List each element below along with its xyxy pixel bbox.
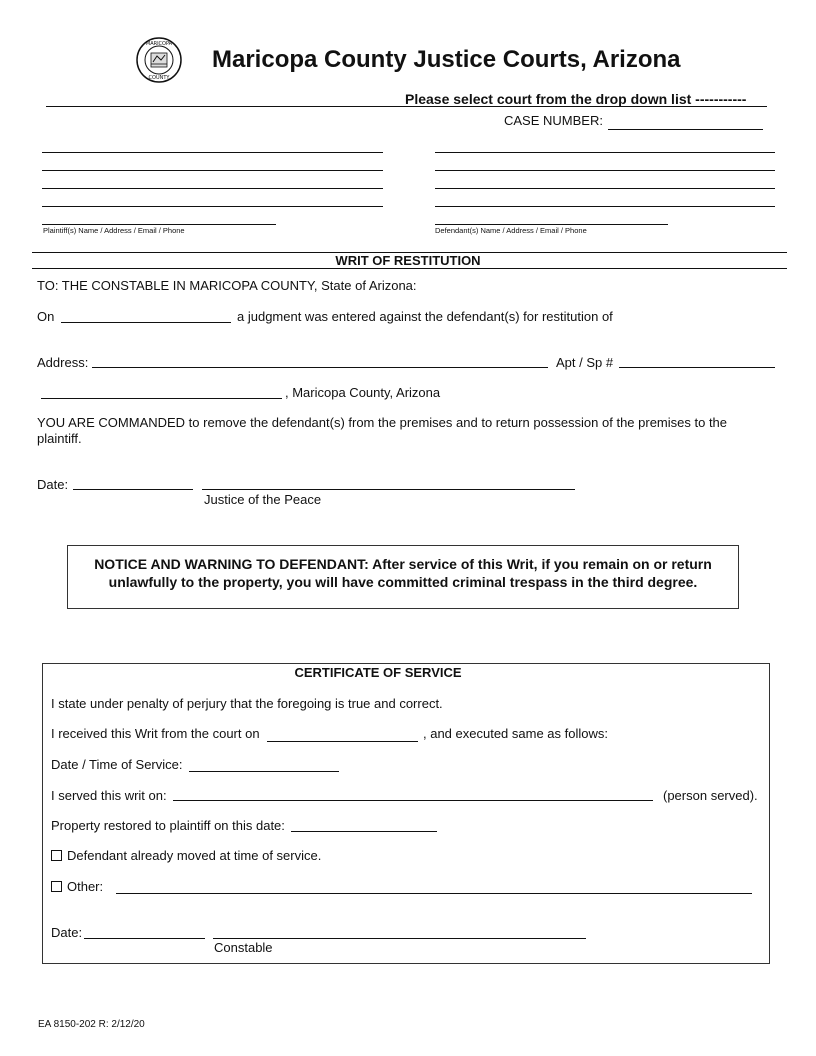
justice-signature-field[interactable] — [202, 475, 575, 490]
service-datetime-field[interactable] — [189, 757, 339, 772]
certificate-heading: CERTIFICATE OF SERVICE — [294, 665, 462, 680]
writ-date-field[interactable] — [73, 475, 193, 490]
plaintiff-line-1[interactable] — [42, 138, 383, 153]
other-option[interactable] — [51, 879, 103, 894]
cert-date-field[interactable] — [84, 924, 205, 939]
defendant-line-1[interactable] — [435, 138, 775, 153]
defendant-line-5[interactable] — [435, 210, 668, 225]
moved-label: Defendant already moved at time of service. — [67, 848, 322, 863]
apt-field[interactable] — [619, 353, 775, 368]
plaintiff-line-3[interactable] — [42, 174, 383, 189]
county-text: , Maricopa County, Arizona — [285, 385, 441, 400]
form-number: EA 8150-202 R: 2/12/20 — [38, 1019, 145, 1030]
writ-heading: WRIT OF RESTITUTION — [335, 253, 481, 268]
defendant-caption: Defendant(s) Name / Address / Email / Phone — [435, 226, 587, 235]
plaintiff-line-5[interactable] — [42, 210, 276, 225]
other-label: Other: — [67, 879, 104, 894]
served-label: I served this writ on: — [51, 788, 167, 803]
restored-date-field[interactable] — [291, 817, 437, 832]
writ-date-label: Date: — [37, 477, 69, 492]
cert-date-label: Date: — [51, 925, 83, 940]
svg-text:MARICOPA: MARICOPA — [145, 41, 173, 47]
received-label: I received this Writ from the court on — [51, 726, 260, 741]
person-served-label: (person served). — [663, 788, 758, 803]
apt-label: Apt / Sp # — [556, 355, 614, 370]
case-number-field[interactable] — [608, 115, 763, 130]
case-number-label: CASE NUMBER: — [504, 113, 603, 128]
other-field[interactable] — [116, 879, 752, 894]
page-title: Maricopa County Justice Courts, Arizona — [212, 46, 681, 73]
restored-label: Property restored to plaintiff on this date: — [51, 818, 285, 833]
judgment-date-field[interactable] — [61, 308, 231, 323]
notice-box — [67, 545, 739, 609]
court-select-dropdown[interactable]: Please select court from the drop down list ----------- — [405, 91, 747, 107]
plaintiff-line-4[interactable] — [42, 192, 383, 207]
notice-text: NOTICE AND WARNING TO DEFENDANT: After service of this Writ, if you remain on or return unlawfully to the property, you will have committed criminal trespass in the third degree. — [94, 556, 712, 590]
moved-checkbox[interactable] — [51, 850, 62, 861]
moved-option[interactable] — [51, 848, 321, 863]
datetime-label: Date / Time of Service: — [51, 757, 183, 772]
city-field[interactable] — [41, 384, 282, 399]
person-served-field[interactable] — [173, 786, 653, 801]
defendant-line-4[interactable] — [435, 192, 775, 207]
constable-signature-field[interactable] — [213, 924, 586, 939]
defendant-line-3[interactable] — [435, 174, 775, 189]
perjury-statement: I state under penalty of perjury that the foregoing is true and correct. — [51, 696, 443, 711]
to-constable-line: TO: THE CONSTABLE IN MARICOPA COUNTY, State of Arizona: — [37, 278, 417, 293]
header-rule — [46, 106, 767, 107]
plaintiff-line-2[interactable] — [42, 156, 383, 171]
address-field[interactable] — [92, 353, 548, 368]
received-date-field[interactable] — [267, 727, 418, 742]
on-label: On — [37, 309, 55, 324]
command-text: YOU ARE COMMANDED to remove the defendant(s) from the premises and to return possession of the premises to the plaintiff. — [37, 415, 728, 446]
svg-text:COUNTY: COUNTY — [148, 75, 170, 81]
address-label: Address: — [37, 355, 89, 370]
justice-label: Justice of the Peace — [204, 492, 322, 507]
constable-label: Constable — [214, 940, 273, 955]
county-seal-logo — [136, 37, 182, 83]
plaintiff-caption: Plaintiff(s) Name / Address / Email / Phone — [43, 226, 185, 235]
judgment-text: a judgment was entered against the defendant(s) for restitution of — [237, 309, 613, 324]
writ-rule-bottom — [32, 268, 787, 269]
other-checkbox[interactable] — [51, 881, 62, 892]
executed-text: , and executed same as follows: — [423, 726, 608, 741]
defendant-line-2[interactable] — [435, 156, 775, 171]
